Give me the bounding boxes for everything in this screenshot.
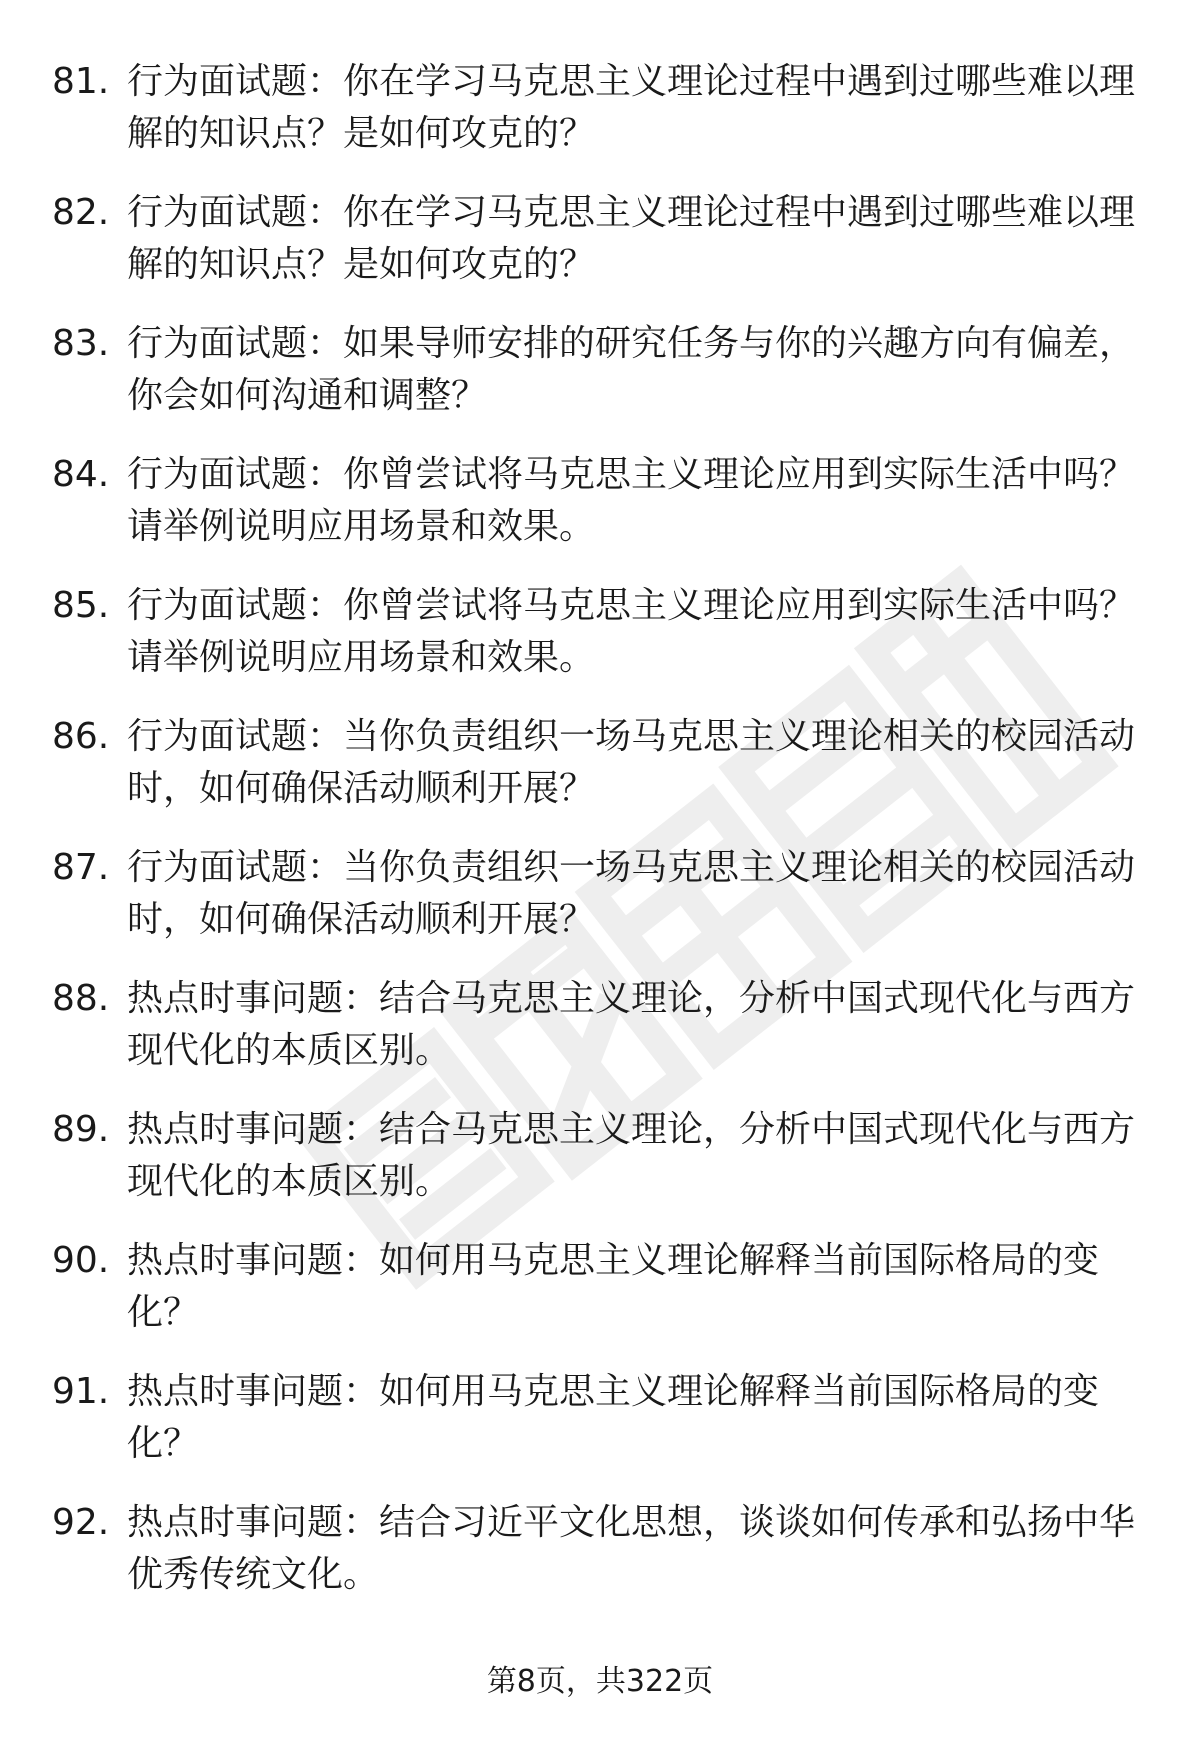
- question-text: 行为面试题：如果导师安排的研究任务与你的兴趣方向有偏差，你会如何沟通和调整？: [127, 323, 1136, 416]
- question-number: 89.: [52, 1109, 110, 1150]
- question-item: [0, 1104, 1200, 1235]
- question-number: 82.: [52, 192, 110, 233]
- question-item: [0, 842, 1200, 973]
- question-number: 83.: [52, 323, 110, 364]
- question-item: [0, 187, 1200, 318]
- question-number: 81.: [52, 61, 110, 102]
- question-item: [0, 56, 1200, 187]
- question-text: 热点时事问题：如何用马克思主义理论解释当前国际格局的变化？: [127, 1371, 1100, 1464]
- question-number: 84.: [52, 454, 110, 495]
- question-text: 热点时事问题：结合习近平文化思想，谈谈如何传承和弘扬中华优秀传统文化。: [127, 1502, 1136, 1595]
- question-number: 87.: [52, 847, 110, 888]
- question-item: [0, 1366, 1200, 1497]
- question-text: 行为面试题：你曾尝试将马克思主义理论应用到实际生活中吗？请举例说明应用场景和效果。: [127, 585, 1136, 678]
- question-text: 热点时事问题：结合马克思主义理论，分析中国式现代化与西方现代化的本质区别。: [127, 978, 1136, 1071]
- question-text: 热点时事问题：结合马克思主义理论，分析中国式现代化与西方现代化的本质区别。: [127, 1109, 1136, 1202]
- question-item: [0, 711, 1200, 842]
- question-number: 88.: [52, 978, 110, 1019]
- question-item: [0, 973, 1200, 1104]
- question-text: 行为面试题：你在学习马克思主义理论过程中遇到过哪些难以理解的知识点？是如何攻克的？: [127, 192, 1136, 285]
- question-list: [0, 56, 1200, 1628]
- page-footer: 第8页，共322页: [486, 1664, 714, 1699]
- question-number: 85.: [52, 585, 110, 626]
- question-text: 行为面试题：当你负责组织一场马克思主义理论相关的校园活动时，如何确保活动顺利开展？: [127, 716, 1136, 809]
- question-number: 90.: [52, 1240, 110, 1281]
- question-number: 92.: [52, 1502, 110, 1543]
- question-text: 行为面试题：当你负责组织一场马克思主义理论相关的校园活动时，如何确保活动顺利开展？: [127, 847, 1136, 940]
- question-text: 热点时事问题：如何用马克思主义理论解释当前国际格局的变化？: [127, 1240, 1100, 1333]
- question-number: 86.: [52, 716, 110, 757]
- question-item: [0, 580, 1200, 711]
- question-text: 行为面试题：你在学习马克思主义理论过程中遇到过哪些难以理解的知识点？是如何攻克的？: [127, 61, 1136, 154]
- question-number: 91.: [52, 1371, 110, 1412]
- question-item: [0, 318, 1200, 449]
- question-item: [0, 1235, 1200, 1366]
- question-item: [0, 1497, 1200, 1628]
- question-item: [0, 449, 1200, 580]
- question-text: 行为面试题：你曾尝试将马克思主义理论应用到实际生活中吗？请举例说明应用场景和效果。: [127, 454, 1136, 547]
